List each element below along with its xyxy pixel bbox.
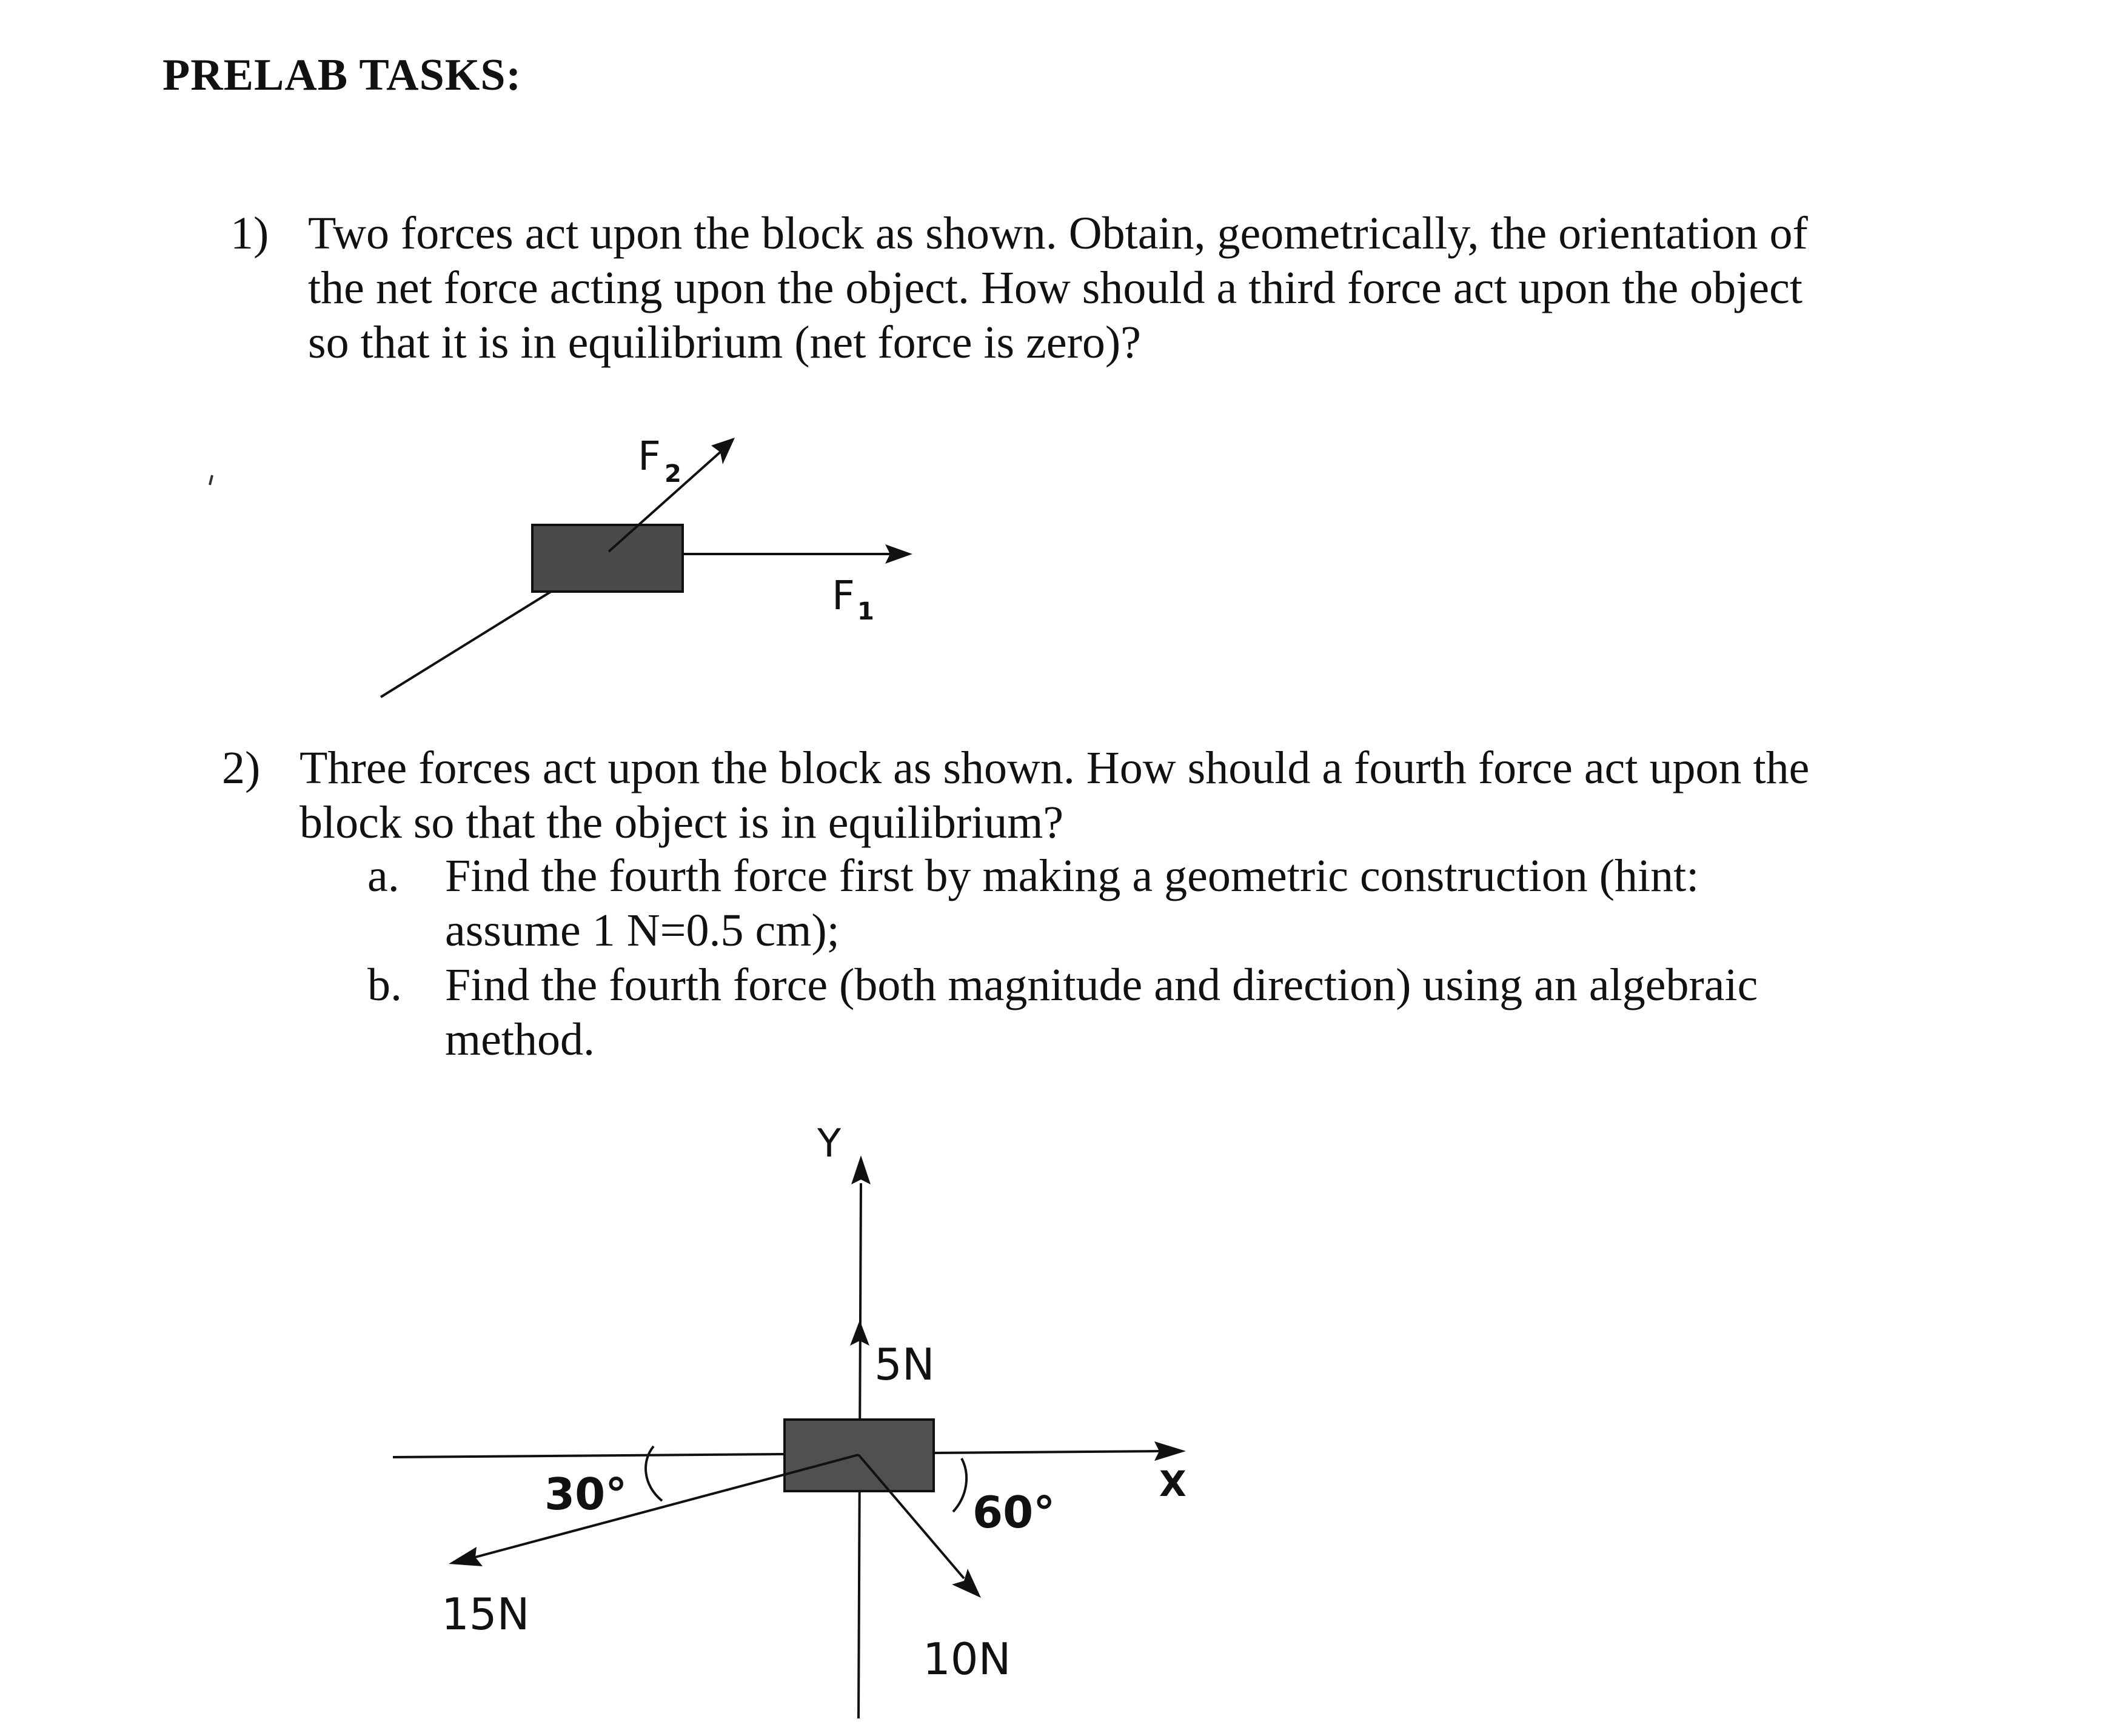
figure-2-y-axis-arrowhead bbox=[851, 1155, 871, 1184]
figure-2-x-axis-label: X bbox=[1159, 1463, 1187, 1504]
figure-2-15n-label: 15N bbox=[441, 1589, 530, 1640]
question-2a-line-1: Find the fourth force first by making a geometric construction (hint: bbox=[445, 850, 1699, 901]
figure-1-f2-label: F bbox=[638, 433, 661, 479]
figure-1 bbox=[210, 433, 912, 697]
figure-2-60-angle-arc bbox=[953, 1458, 966, 1512]
figure-2-60-angle-label: 60° bbox=[972, 1487, 1056, 1538]
question-2a-marker: a. bbox=[367, 850, 400, 901]
question-1-line-3: so that it is in equilibrium (net force is zero)? bbox=[308, 317, 1141, 368]
figure-2-10n-label: 10N bbox=[923, 1634, 1011, 1684]
figure-1-stray-mark bbox=[210, 475, 212, 485]
question-2b-line-2: method. bbox=[445, 1014, 595, 1065]
question-1-line-2: the net force acting upon the object. How should a third force act upon the object bbox=[308, 262, 1802, 313]
figure-2-10n-arrowhead bbox=[952, 1569, 981, 1598]
question-2a-line-2: assume 1 N=0.5 cm); bbox=[445, 905, 840, 956]
question-2-line-2: block so that the object is in equilibrium? bbox=[300, 797, 1064, 848]
question-2b-marker: b. bbox=[367, 960, 402, 1010]
page-heading: PRELAB TASKS: bbox=[162, 50, 522, 100]
figure-1-f1-label: F bbox=[832, 572, 855, 619]
figure-1-f2-subscript: 2 bbox=[664, 460, 681, 488]
figure-1-f2-arrowhead bbox=[711, 438, 735, 464]
question-1-number: 1) bbox=[230, 208, 269, 259]
figure-2-y-axis-label: Y bbox=[817, 1121, 842, 1166]
question-2-number: 2) bbox=[222, 743, 261, 793]
question-1-line-1: Two forces act upon the block as shown. Obtain, geometrically, the orientation of bbox=[308, 208, 1808, 259]
figure-1-block bbox=[532, 525, 683, 592]
figure-2-30-angle-label: 30° bbox=[544, 1469, 628, 1520]
figure-2-5n-label: 5N bbox=[874, 1339, 935, 1390]
question-2-line-1: Three forces act upon the block as shown. How should a fourth force act upon the bbox=[300, 743, 1810, 793]
figure-2 bbox=[393, 1121, 1187, 1718]
figure-1-f1-subscript: 1 bbox=[857, 598, 874, 626]
figure-2-15n-vector bbox=[473, 1455, 859, 1558]
question-2b-line-1: Find the fourth force (both magnitude and direction) using an algebraic bbox=[445, 960, 1758, 1010]
figure-2-x-axis bbox=[393, 1451, 1160, 1457]
